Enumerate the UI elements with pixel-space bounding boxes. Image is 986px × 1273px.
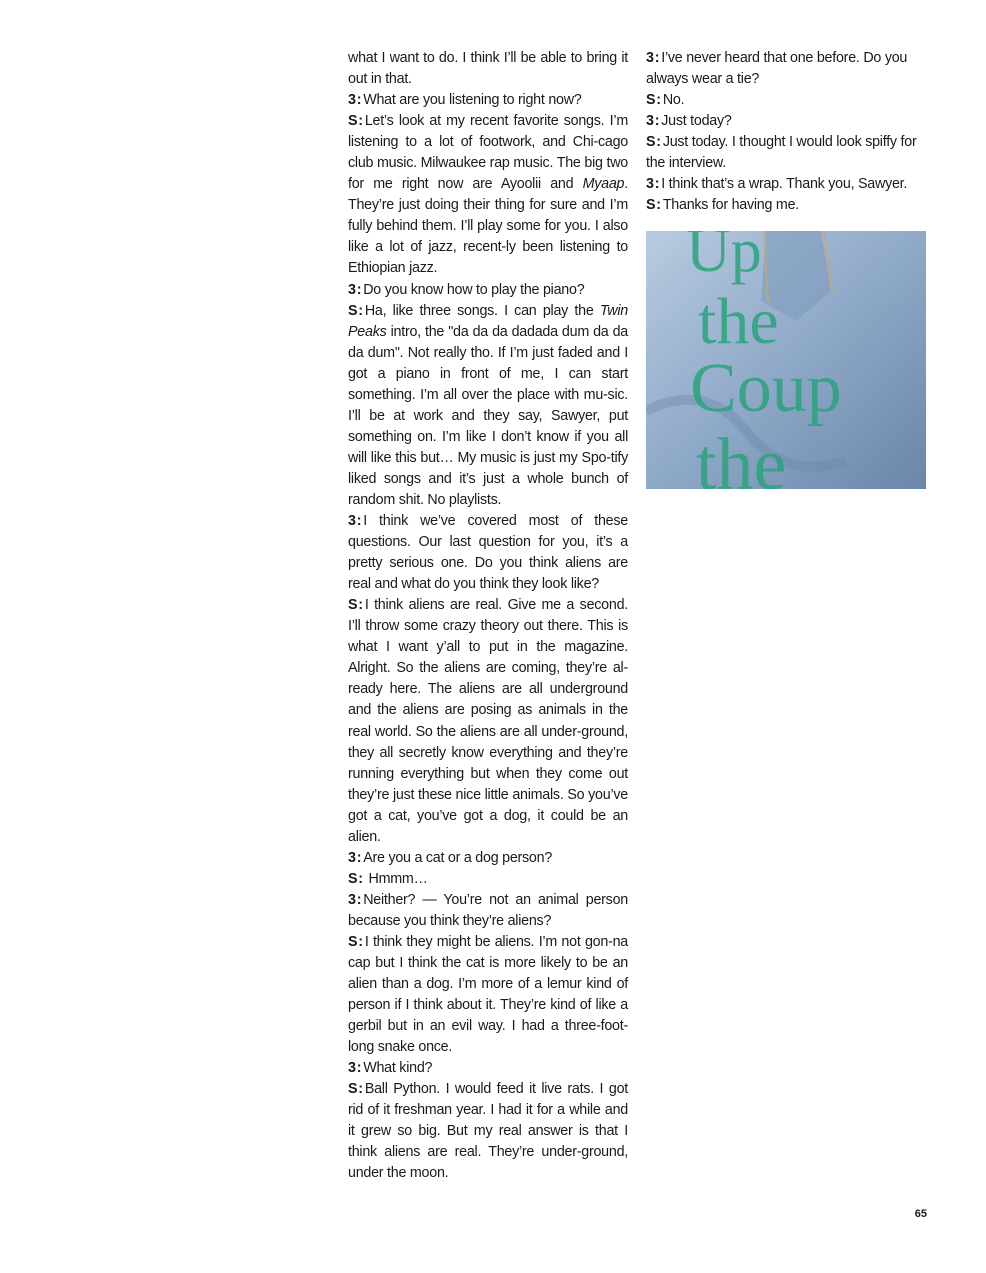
paragraph-text: I’ve never heard that one before. Do you always wear a tie?: [646, 50, 908, 88]
qa-paragraph: [348, 301, 628, 511]
paragraph-text: . They’re just doing their thing for sure and I’m fully behind them. I’ll play some for you. I also like a lot of jazz, recent-ly been listening to Ethiopian jazz.: [348, 176, 628, 277]
qa-paragraph: [348, 511, 628, 595]
paragraph-text: I think aliens are real. Give me a second. I’ll throw some crazy theory out there. This is what I want y’all to put in the magazine. Alright. So the aliens are coming, they’re al-ready here. The aliens are all underground and the aliens are posing as animals in the real world. So the aliens are all under-ground, they all secretly know everything and they’re running everything but when they come out they’re just these nice little animals. So you’ve got a cat, you’ve got a dog, it could be an alien.: [348, 597, 628, 845]
qa-paragraph: [646, 195, 927, 216]
speaker-label: 3 :: [348, 850, 361, 866]
speaker-label: S :: [646, 197, 661, 213]
jeans-photo: [646, 231, 926, 489]
paragraph-text: Are you a cat or a dog person?: [363, 849, 553, 866]
continued-paragraph: [348, 48, 628, 90]
qa-paragraph: [348, 90, 628, 111]
speaker-label: 3 :: [348, 282, 361, 298]
qa-paragraph: [646, 48, 927, 90]
paragraph-text: Ball Python. I would feed it live rats. I got rid of it freshman year. I had it for a while and it grew so big. But my real answer is that I think aliens are real. They’re under-ground, under the moon.: [348, 1081, 628, 1182]
qa-paragraph: [348, 932, 628, 1058]
paragraph-text: What are you listening to right now?: [363, 92, 582, 109]
speaker-label: 3 :: [646, 113, 659, 129]
speaker-label: S :: [646, 134, 661, 150]
italic-title-text: Myaap: [582, 176, 625, 193]
paragraph-text: Just today. I thought I would look spiffy for the interview.: [646, 134, 917, 172]
photo-print-line-4: the: [696, 424, 787, 489]
paragraph-text: I think they might be aliens. I’m not gon-na cap but I think the cat is more likely to be an alien than a dog. I’m more of a lemur kind of person if I think about it. They’re kind of like a gerbil but in an evil way. I had a three-foot-long snake once.: [348, 933, 628, 1056]
speaker-label: S :: [348, 1081, 363, 1097]
paragraph-text: what I want to do. I think I’ll be able to bring it out in that.: [348, 50, 628, 88]
qa-paragraph: [348, 1079, 628, 1184]
qa-paragraph: [348, 111, 628, 279]
speaker-label: S :: [348, 303, 363, 319]
paragraph-text: Hmmm…: [364, 870, 428, 887]
paragraph-text: Neither? — You’re not an animal person because you think they’re aliens?: [348, 891, 628, 929]
paragraph-text: Do you know how to play the piano?: [363, 281, 585, 298]
photo-print-line-2: the: [698, 285, 779, 358]
photo-print-line-1: Up: [686, 231, 762, 285]
qa-paragraph: [348, 595, 628, 848]
left-text-column: [348, 48, 628, 1185]
speaker-label: 3 :: [348, 513, 361, 529]
speaker-label: S :: [348, 113, 363, 129]
paragraph-text: Just today?: [661, 113, 732, 130]
paragraph-text: Let’s look at my recent favorite songs. I’m listening to a lot of footwork, and Chi-cago club music. Milwaukee rap music. The big two for me right now are Ayoolii and: [348, 113, 628, 193]
speaker-label: 3 :: [646, 176, 659, 192]
qa-paragraph: [348, 1058, 628, 1079]
speaker-label: S :: [646, 92, 661, 108]
qa-paragraph: [348, 890, 628, 932]
paragraph-text: Thanks for having me.: [662, 197, 800, 214]
page-number: 65: [914, 1208, 927, 1220]
jeans-photo-art: [646, 231, 926, 489]
paragraph-text: Ha, like three songs. I can play the: [364, 302, 600, 319]
qa-paragraph: [646, 90, 927, 111]
speaker-label: 3 :: [348, 892, 361, 908]
photo-print-line-3: Coup: [690, 350, 842, 427]
right-text-column: [646, 48, 927, 216]
paragraph-text: I think that’s a wrap. Thank you, Sawyer.: [661, 176, 908, 193]
speaker-label: 3 :: [348, 1060, 361, 1076]
speaker-label: 3 :: [646, 50, 659, 66]
italic-title-text: Twin Peaks: [348, 302, 628, 340]
speaker-label: S :: [348, 934, 363, 950]
qa-paragraph: [646, 174, 927, 195]
paragraph-text: No.: [662, 92, 685, 109]
paragraph-text: intro, the "da da da dadada dum da da da dum". Not really tho. If I’m just faded and I got a piano in front of me, I can start something. I’m all over the place with mu-sic. I’ll be at work and they say, Sawyer, put something on. I’m like I don’t know if you all will like this but… My music is just my Spo-tify liked songs and it’s just a whole bunch of random shit. No playlists.: [348, 323, 628, 508]
paragraph-text: I think we’ve covered most of these questions. Our last question for you, it’s a pretty serious one. Do you think aliens are real and what do you think they look like?: [348, 513, 628, 593]
qa-paragraph: [348, 848, 628, 869]
speaker-label: S :: [348, 871, 363, 887]
qa-paragraph: [348, 280, 628, 301]
qa-paragraph: [348, 869, 628, 890]
speaker-label: 3 :: [348, 92, 361, 108]
qa-paragraph: [646, 132, 927, 174]
qa-paragraph: [646, 111, 927, 132]
speaker-label: S :: [348, 597, 363, 613]
paragraph-text: What kind?: [363, 1060, 433, 1077]
